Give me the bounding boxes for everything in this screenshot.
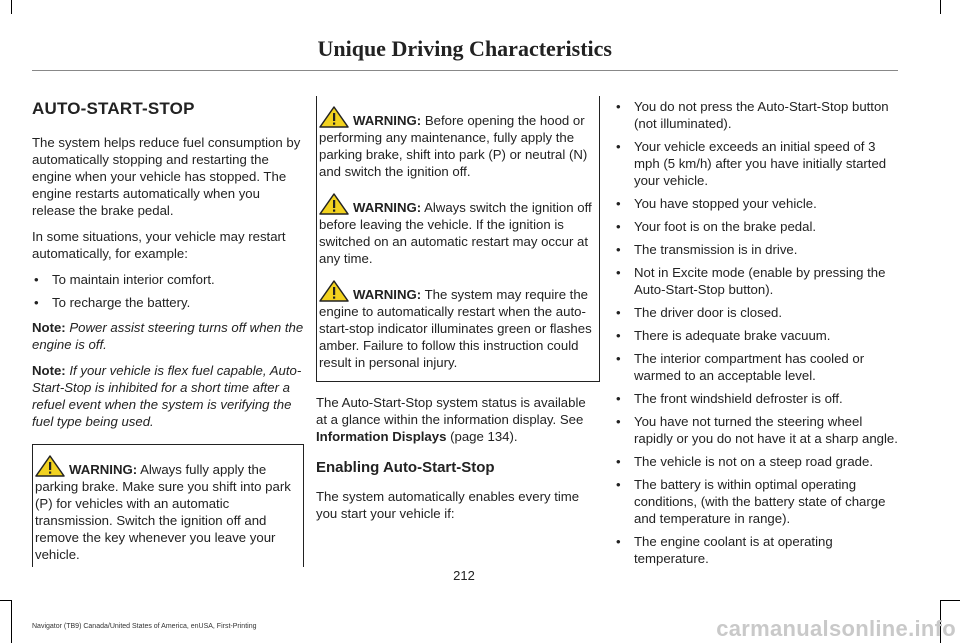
- warning-label: WARNING:: [353, 200, 422, 215]
- warning-text: The system may require the engine to automatically restart when the auto-start-stop indicator illuminates green or flashes amber. Failure to follow this instruction could result in personal injury.: [319, 287, 592, 370]
- warning-triangle-icon: [319, 193, 349, 215]
- warning-text: Always fully apply the parking brake. Make sure you shift into park (P) for vehicles with an automatic transmission. Switch the ignition off and remove the key whenever you leave your vehicle.: [35, 462, 291, 562]
- note: [32, 362, 304, 430]
- enable-paragraph: The system automatically enables every time you start your vehicle if:: [316, 489, 580, 521]
- list-item: • Your vehicle exceeds an initial speed of 3 mph (5 km/h) after you have initially started your vehicle.: [614, 138, 898, 189]
- warning-box: [32, 444, 304, 567]
- footer-text: Navigator (TB9) Canada/United States of America, enUSA, First-Printing: [32, 623, 257, 630]
- warning-triangle-icon: [319, 280, 349, 302]
- intro-paragraph: The system helps reduce fuel consumption by automatically stopping and restarting the engine when your vehicle has stopped. The engine restarts automatically when you release the brake pedal.: [32, 135, 301, 218]
- list-item: • Your foot is on the brake pedal.: [614, 218, 898, 235]
- warning: [319, 280, 597, 371]
- page-reference: (page 134).: [450, 429, 518, 444]
- column-left: [32, 96, 304, 567]
- warning-label: WARNING:: [353, 113, 422, 128]
- note-text: If your vehicle is flex fuel capable, Auto-Start-Stop is inhibited for a short time after a refuel event when the system is verifying the fuel type being used.: [32, 363, 302, 429]
- note-label: Note:: [32, 363, 66, 378]
- status-paragraph: [316, 394, 600, 445]
- subsection-heading: Enabling Auto-Start-Stop: [316, 459, 495, 476]
- list-item: • You do not press the Auto-Start-Stop button (not illuminated).: [614, 98, 898, 132]
- header-divider: [32, 70, 898, 71]
- warning-text: Before opening the hood or performing any maintenance, fully apply the parking brake, shift into park (P) or neutral (N) and switch the ignition off.: [319, 113, 588, 179]
- warning: [319, 193, 597, 267]
- information-displays-link[interactable]: Information Displays: [316, 429, 447, 444]
- warning: [319, 106, 597, 180]
- list-item: • To recharge the battery.: [32, 294, 304, 311]
- crop-mark: [11, 0, 12, 14]
- list-item: • Not in Excite mode (enable by pressing the Auto-Start-Stop button).: [614, 264, 898, 298]
- warning-label: WARNING:: [353, 287, 422, 302]
- note-text: Power assist steering turns off when the engine is off.: [32, 320, 304, 352]
- note: [32, 319, 304, 353]
- list-item: • To maintain interior comfort.: [32, 271, 304, 288]
- status-text: The Auto-Start-Stop system status is available at a glance within the information display. See: [316, 395, 586, 427]
- crop-mark: [11, 600, 12, 643]
- enable-conditions-list: [614, 98, 898, 567]
- warning-triangle-icon: [35, 455, 65, 477]
- list-item: • There is adequate brake vacuum.: [614, 327, 898, 344]
- warning-label: WARNING:: [69, 462, 138, 477]
- warning: [35, 455, 301, 563]
- watermark: carmanualsonline.info: [716, 616, 956, 641]
- page-number: 212: [453, 568, 475, 583]
- list-item: • The driver door is closed.: [614, 304, 898, 321]
- list-item: • You have stopped your vehicle.: [614, 195, 898, 212]
- crop-mark: [940, 0, 941, 14]
- list-item: • The transmission is in drive.: [614, 241, 898, 258]
- crop-mark: [0, 600, 12, 601]
- restart-reasons-list: [32, 271, 304, 311]
- warning-box: [316, 96, 600, 382]
- list-item: • The interior compartment has cooled or warmed to an acceptable level.: [614, 350, 898, 384]
- list-item: • The front windshield defroster is off.: [614, 390, 898, 407]
- situations-paragraph: In some situations, your vehicle may restart automatically, for example:: [32, 229, 286, 261]
- column-right: [614, 98, 898, 575]
- warning-triangle-icon: [319, 106, 349, 128]
- list-item: • You have not turned the steering wheel rapidly or you do not have it at a sharp angle.: [614, 413, 898, 447]
- list-item: • The vehicle is not on a steep road grade.: [614, 453, 898, 470]
- list-item: • The battery is within optimal operating conditions, (with the battery state of charge and temperature in range).: [614, 476, 898, 527]
- column-middle: [316, 96, 600, 531]
- crop-mark: [940, 600, 960, 601]
- warning-text: Always switch the ignition off before leaving the vehicle. If the ignition is switched on an automatic restart may occur at any time.: [319, 200, 592, 266]
- section-heading: AUTO-START-STOP: [32, 99, 195, 118]
- page-header-title: Unique Driving Characteristics: [317, 36, 612, 61]
- note-label: Note:: [32, 320, 66, 335]
- list-item: • The engine coolant is at operating temperature.: [614, 533, 898, 567]
